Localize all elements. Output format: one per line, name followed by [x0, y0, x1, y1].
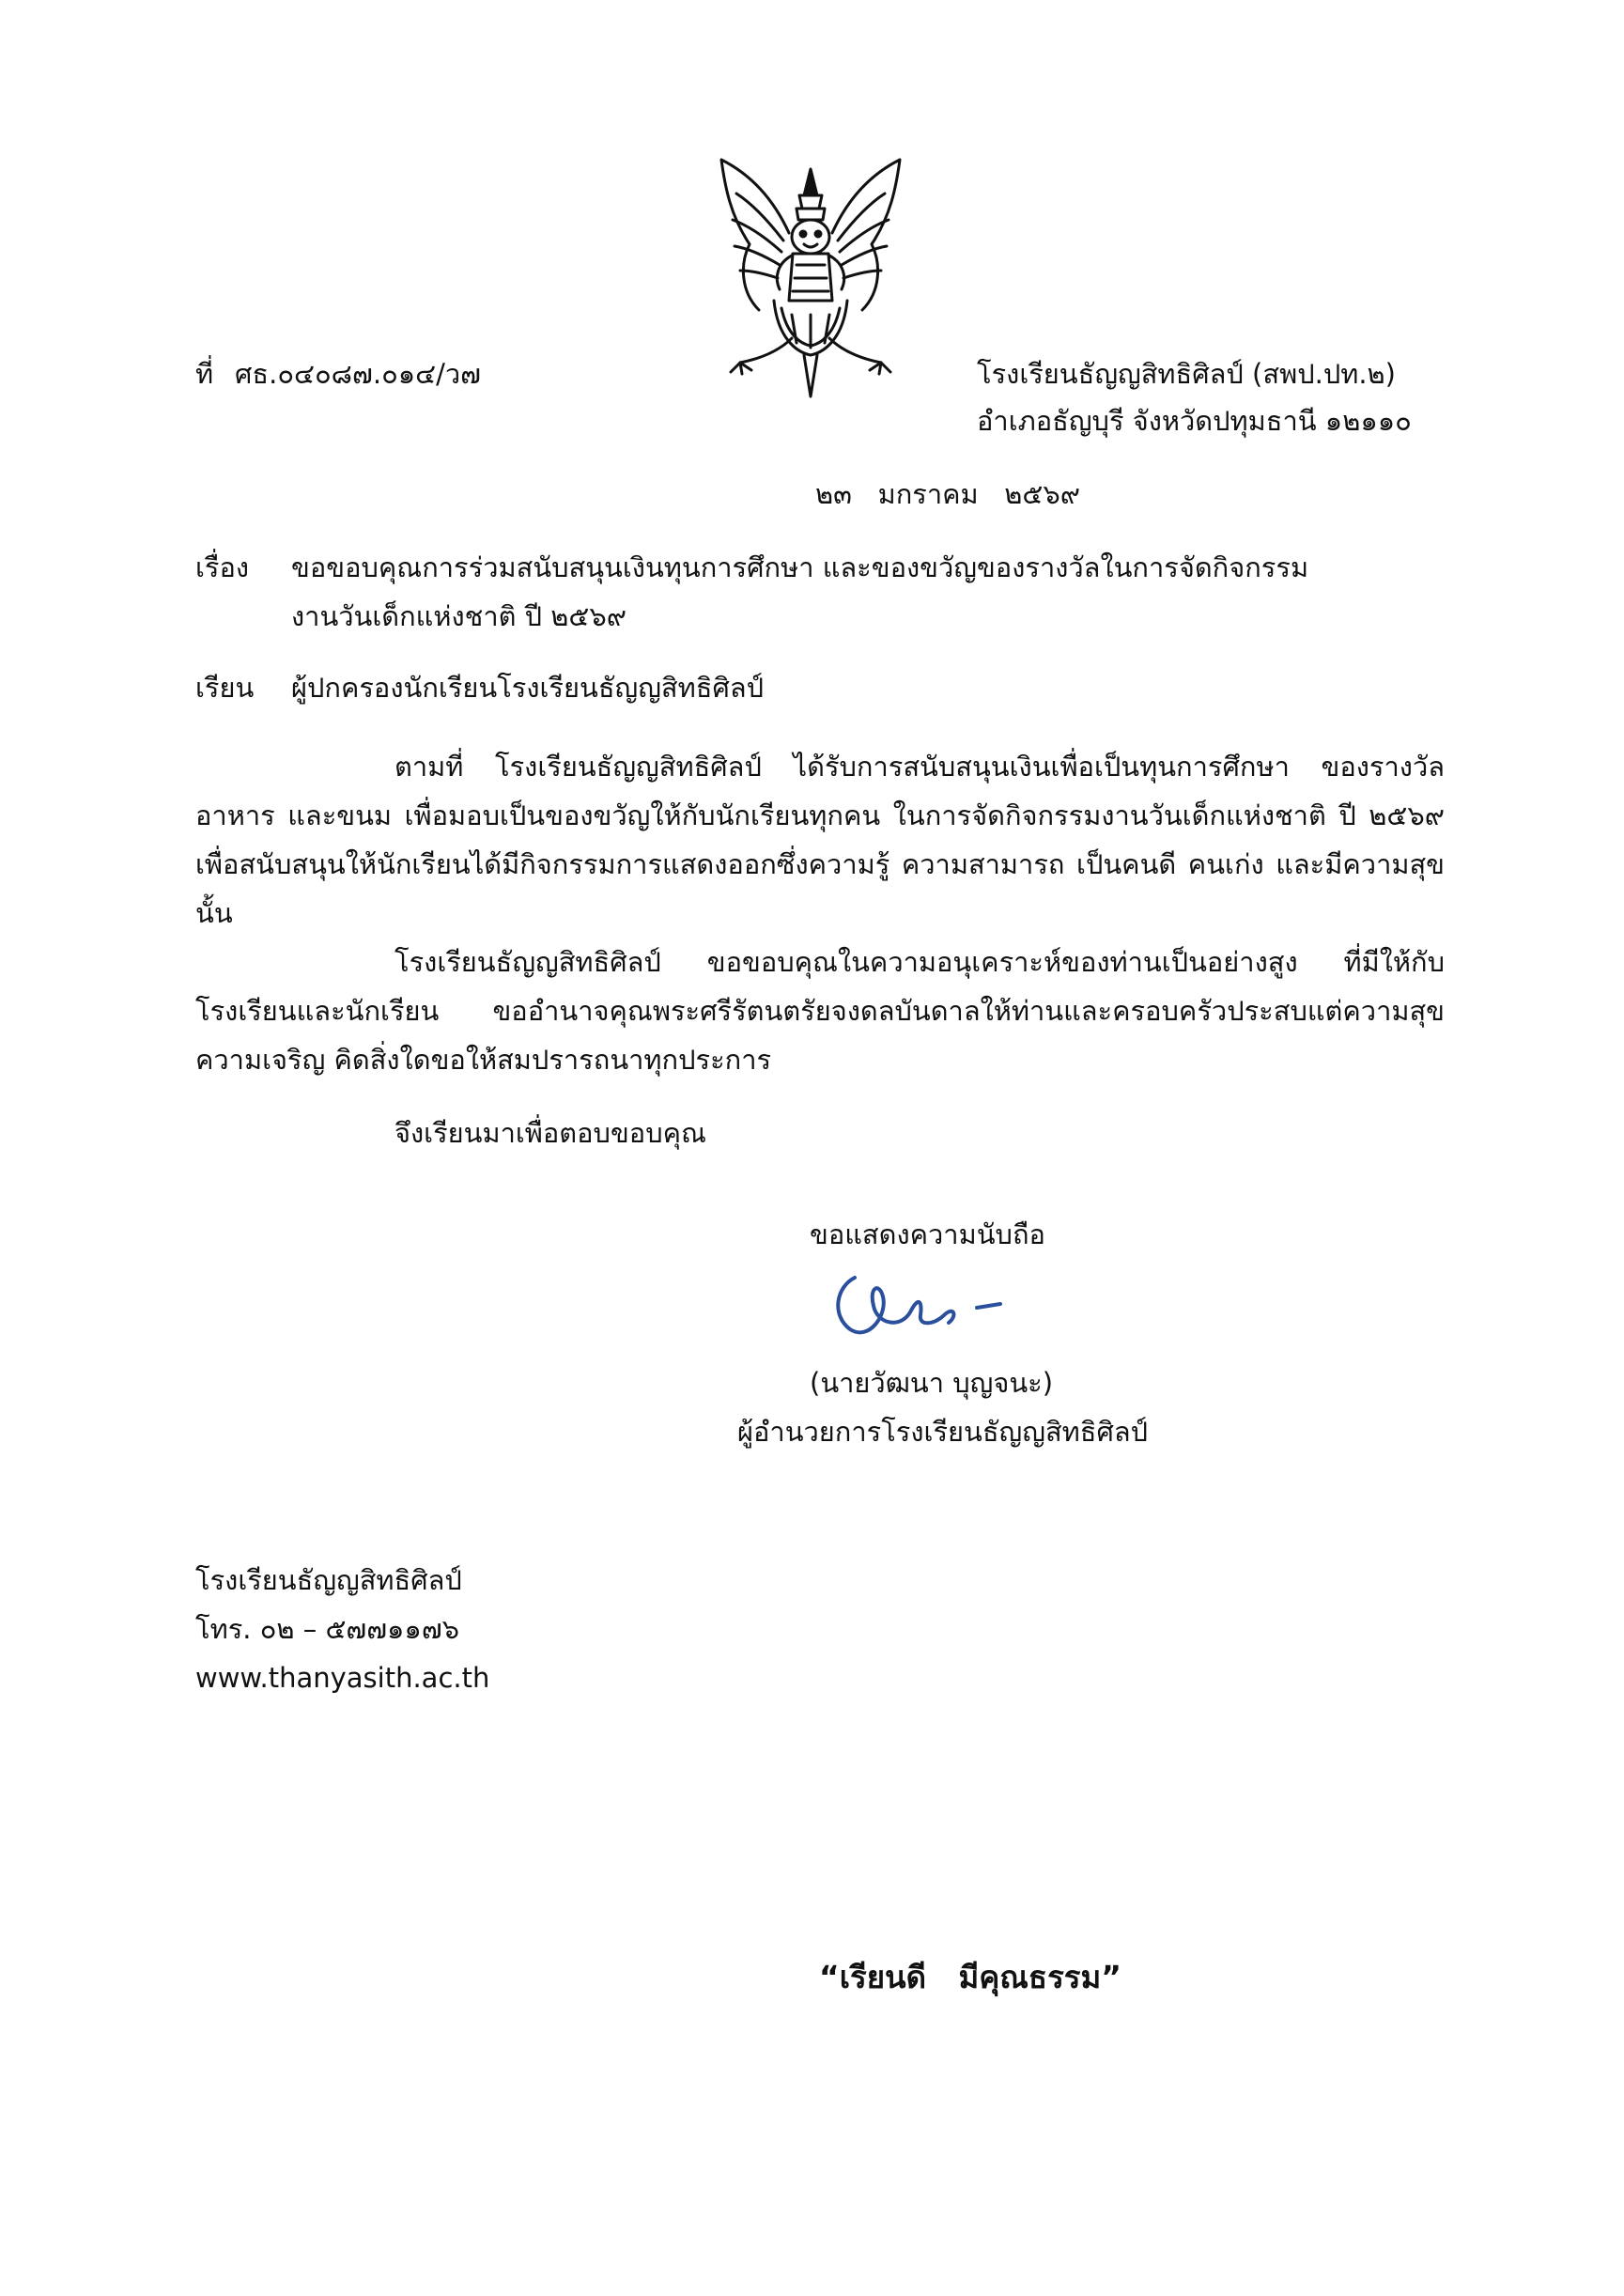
school-motto: “เรียนดี มีคุณธรรม” — [819, 1959, 1121, 1995]
subject-label: เรื่อง — [195, 551, 250, 583]
closing-line: จึงเรียนมาเพื่อตอบขอบคุณ — [394, 1117, 706, 1149]
paragraph-1-text: ตามที่ โรงเรียนธัญญสิทธิศิลป์ ได้รับการสนับสนุนเงินเพื่อเป็นทุนการศึกษา ของรางวัล อาหาร และขนม เพื่อมอบเป็นของขวัญให้กับนักเรียนทุกคน ในการจัดกิจกรรมงานวันเด็กแห่งชาติ ปี ๒๕๖๙ เพื่อสนับสนุนให้นักเรียนได้มีกิจกรรมการแสดงออกซึ่งความรู้ ความสามารถ เป็นคนดี คนเก่ง และมีความสุข นั้น — [195, 751, 1445, 929]
sender-address: อำเภอธัญบุรี จังหวัดปทุมธานี ๑๒๑๑๐ — [977, 405, 1412, 437]
paragraph-2-text: โรงเรียนธัญญสิทธิศิลป์ ขอขอบคุณในความอนุเคราะห์ของท่านเป็นอย่างสูง ที่มีให้กับโรงเรียนและนักเรียน ขออำนาจคุณพระศรีรัตนตรัยจงดลบันดาลให้ท่านและครอบครัวประสบแต่ความสุข ความเจริญ คิดสิ่งใดขอให้สมปรารถนาทุกประการ — [195, 946, 1445, 1076]
ref-label: ที่ — [195, 358, 214, 390]
to-label: เรียน — [195, 672, 255, 704]
paragraph-2 — [195, 938, 1445, 1084]
footer-website: www.thanyasith.ac.th — [195, 1662, 490, 1694]
footer-org: โรงเรียนธัญญสิทธิศิลป์ — [195, 1564, 462, 1596]
to-value: ผู้ปกครองนักเรียนโรงเรียนธัญญสิทธิศิลป์ — [291, 672, 765, 704]
signature-icon — [817, 1249, 1052, 1353]
signer-title: ผู้อำนวยการโรงเรียนธัญญสิทธิศิลป์ — [737, 1416, 1149, 1448]
paragraph-1 — [195, 742, 1445, 938]
subject-line-2: งานวันเด็กแห่งชาติ ปี ๒๕๖๙ — [291, 600, 627, 632]
letter-date: ๒๓ มกราคม ๒๕๖๙ — [815, 478, 1081, 510]
garuda-emblem-icon — [703, 150, 919, 404]
subject-line-1: ขอขอบคุณการร่วมสนับสนุนเงินทุนการศึกษา และของขวัญของรางวัลในการจัดกิจกรรม — [291, 551, 1309, 583]
footer-phone: โทร. ๐๒ – ๕๗๗๑๑๗๖ — [195, 1613, 460, 1645]
ref-number: ศธ.๐๔๐๘๗.๐๑๔/ว๗ — [235, 358, 481, 390]
signer-name: (นายวัฒนา บุญจนะ) — [810, 1367, 1054, 1399]
sender-name: โรงเรียนธัญญสิทธิศิลป์ (สพป.ปท.๒) — [977, 358, 1396, 390]
regards: ขอแสดงความนับถือ — [810, 1218, 1045, 1250]
